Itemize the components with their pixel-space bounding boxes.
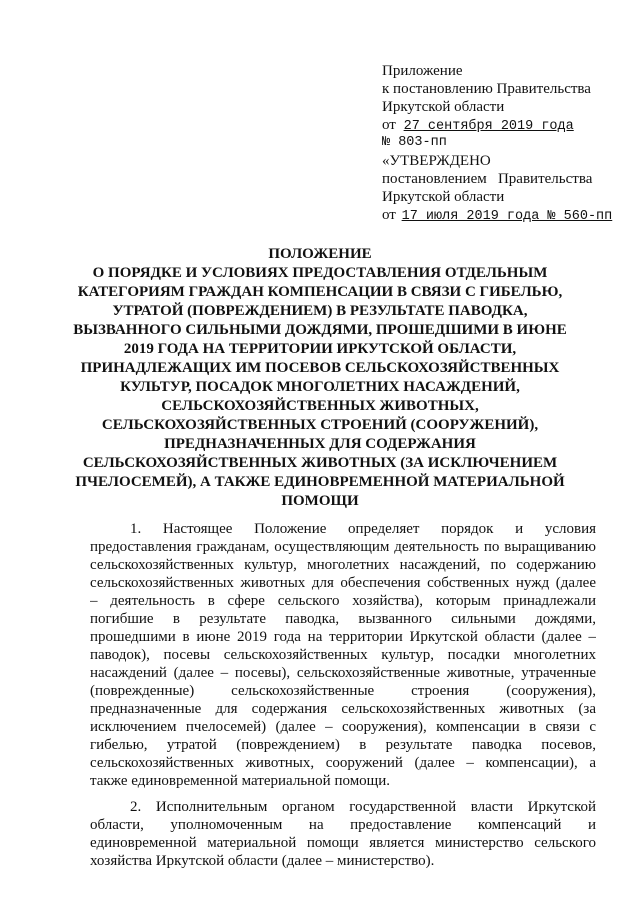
paragraph-line: исключением пчелосемей) (далее – сооружения), компенсации в связи с [90,719,596,735]
approved-line: постановлением Правительства [382,171,593,187]
appendix-date: 27 сентября 2019 года [403,119,574,134]
title-line: СЕЛЬСКОХОЗЯЙСТВЕННЫХ СТРОЕНИЙ (СООРУЖЕНИЙ), [101,417,539,433]
paragraph-line: предназначенные для содержания сельскохозяйственных животных (за [90,701,596,717]
title-line: ПЧЕЛОСЕМЕЙ), А ТАКЖЕ ЕДИНОВРЕМЕННОЙ МАТЕРИАЛЬНОЙ [75,474,565,490]
approved-heading: «УТВЕРЖДЕНО [382,153,491,169]
appendix-date-line [382,116,578,136]
title-line: ВЫЗВАННОГО СИЛЬНЫМИ ДОЖДЯМИ, ПРОШЕДШИМИ В ИЮНЕ [73,322,567,338]
title-line: ПОМОЩИ [281,493,359,509]
paragraph-line: гибелью, утратой (повреждением) в результате паводка посевов, [90,737,596,753]
title-line: 2019 ГОДА НА ТЕРРИТОРИИ ИРКУТСКОЙ ОБЛАСТИ, [123,341,517,357]
title-line: О ПОРЯДКЕ И УСЛОВИЯХ ПРЕДОСТАВЛЕНИЯ ОТДЕЛЬНЫМ [92,265,548,281]
paragraph-line: паводок), посевы сельскохозяйственных культур, посадки многолетних [90,647,596,663]
approved-line: Иркутской области [382,189,505,205]
paragraph-line: прошедшими в июне 2019 года на территории Иркутской области (далее – [90,629,596,645]
appendix-line: Иркутской области [382,99,505,115]
title-line: ПРИНАДЛЕЖАЩИХ ИМ ПОСЕВОВ СЕЛЬСКОХОЗЯЙСТВЕННЫХ [80,360,560,376]
paragraph-line: предоставления гражданам, осуществляющим деятельность по выращиванию [90,539,596,555]
title-line: КАТЕГОРИЯМ ГРАЖДАН КОМПЕНСАЦИИ В СВЯЗИ С ГИБЕЛЬЮ, [77,284,563,300]
paragraph-line: погибшие в результате паводка, вызванного сильными дождями, [90,611,596,627]
paragraph-line: 2. Исполнительным органом государственной власти Иркутской [130,799,596,815]
approved-date-line [382,206,614,226]
appendix-heading: Приложение [382,63,463,79]
paragraph-line: единовременной материальной помощи является министерство сельского [90,835,596,851]
paragraph-line: сельскохозяйственных культур, многолетних насаждений, по содержанию [90,557,596,573]
date-prefix: от [382,117,400,133]
paragraph-line: сельскохозяйственных животных для обеспечения собственных нужд (далее [90,575,596,591]
paragraph-line: сельскохозяйственных животных, сооружений (далее – компенсации), а [90,755,596,771]
title-line: ПОЛОЖЕНИЕ [268,246,372,262]
paragraph-line: (поврежденные) сельскохозяйственные строения (сооружения), [90,683,596,699]
title-line: КУЛЬТУР, ПОСАДОК МНОГОЛЕТНИХ НАСАЖДЕНИЙ, [120,379,520,395]
paragraph-line: области, уполномоченным на предоставление компенсаций и [90,817,596,833]
date-prefix: от [382,207,400,223]
paragraph-line: также единовременной материальной помощи. [90,773,391,789]
paragraph-line: – деятельность в сфере сельского хозяйства), которым принадлежали [90,593,596,609]
title-line: ПРЕДНАЗНАЧЕННЫХ ДЛЯ СОДЕРЖАНИЯ [164,436,476,452]
paragraph-line: 1. Настоящее Положение определяет порядок и условия [130,521,596,537]
paragraph-line: хозяйства Иркутской области (далее – министерство). [90,853,435,869]
approved-date: 17 июля 2019 года № 560-пп [401,209,613,224]
paragraph-line: насаждений (далее – посевы), сельскохозяйственные животные, утраченные [90,665,596,681]
appendix-line: к постановлению Правительства [382,81,591,97]
title-line: СЕЛЬСКОХОЗЯЙСТВЕННЫХ ЖИВОТНЫХ (ЗА ИСКЛЮЧЕНИЕМ [82,455,558,471]
title-line: СЕЛЬСКОХОЗЯЙСТВЕННЫХ ЖИВОТНЫХ, [161,398,479,414]
appendix-number: № 803-пп [382,135,447,150]
title-line: УТРАТОЙ (ПОВРЕЖДЕНИЕМ) В РЕЗУЛЬТАТЕ ПАВОДКА, [112,303,528,319]
